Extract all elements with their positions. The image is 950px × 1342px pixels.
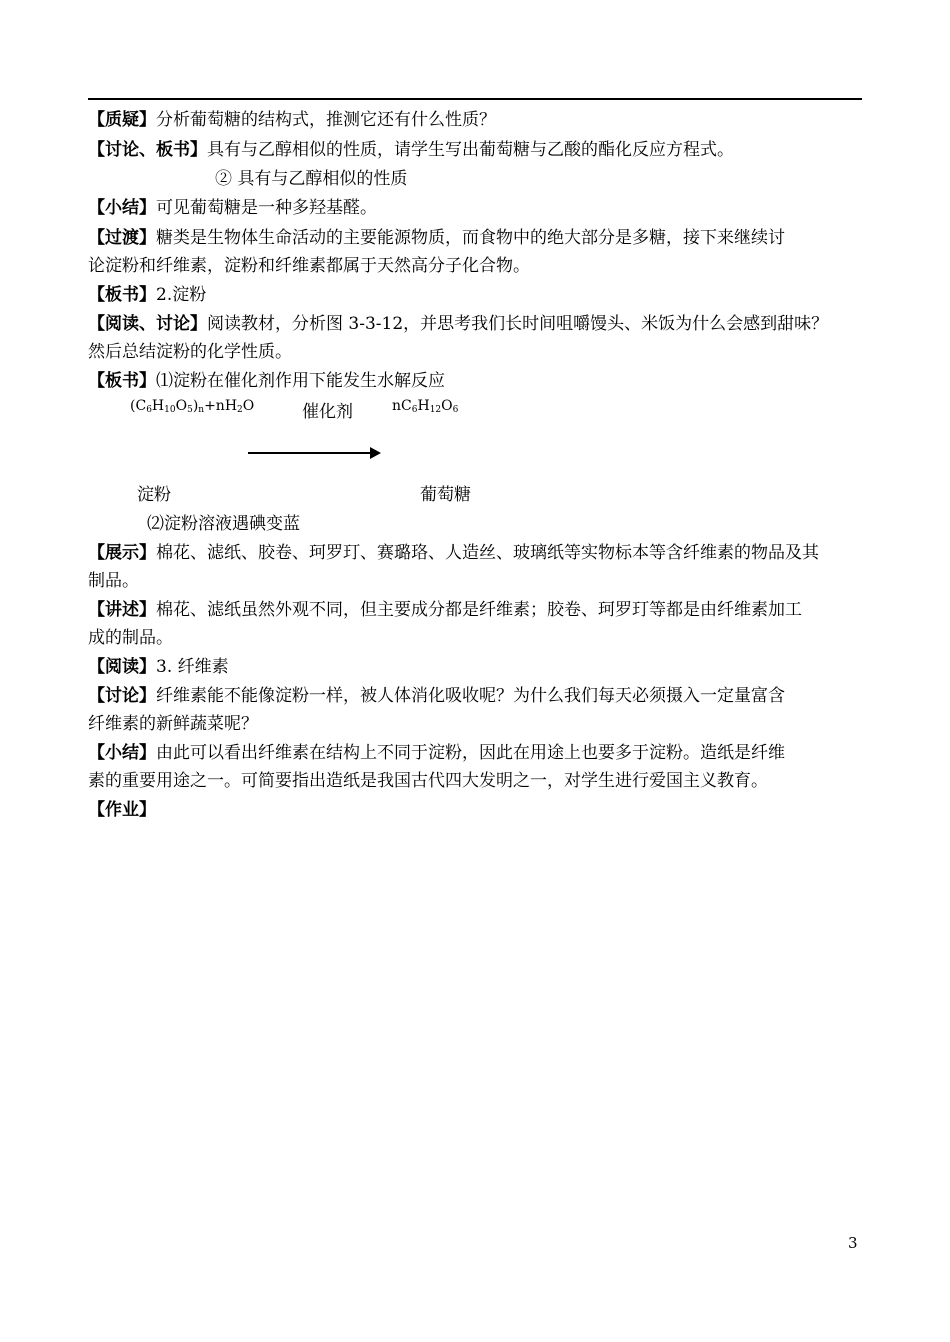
line-yuedu-cellulose <box>88 657 868 677</box>
line-zuoye <box>88 800 868 820</box>
catalyst-label: 催化剂 <box>302 402 353 422</box>
line-guodu <box>88 228 868 248</box>
eq-part: O <box>242 398 255 414</box>
line-guodu-cont <box>88 256 868 276</box>
line-yuedu-cont <box>88 342 868 362</box>
section-tag: 【作业】 <box>88 800 156 820</box>
section-tag: 【阅读、讨论】 <box>88 314 207 334</box>
section-tag: 【小结】 <box>88 743 156 763</box>
line-text: 糖类是生物体生命活动的主要能源物质，而食物中的绝大部分是多糖，接下来继续讨 <box>156 228 785 248</box>
line-property-2 <box>215 169 950 189</box>
line-text: 制品。 <box>88 571 139 591</box>
line-text: 阅读教材，分析图 3-3-12，并思考我们长时间咀嚼馒头、米饭为什么会感到甜味？ <box>207 314 829 334</box>
section-tag: 【阅读】 <box>88 657 156 677</box>
line-text: 然后总结淀粉的化学性质。 <box>88 342 292 362</box>
section-tag: 【过渡】 <box>88 228 156 248</box>
line-jiangshu-cont <box>88 628 868 648</box>
eq-sub: 6 <box>411 405 418 415</box>
line-zhanshi <box>88 543 868 563</box>
line-text: ② 具有与乙醇相似的性质 <box>215 169 408 189</box>
line-taolun <box>88 686 868 706</box>
line-xiaojie-2-cont <box>88 771 868 791</box>
line-text: ⑵淀粉溶液遇碘变蓝 <box>147 514 300 534</box>
eq-sub: 6 <box>146 405 152 415</box>
line-banshu-hydrolysis <box>88 371 868 391</box>
section-tag: 【讲述】 <box>88 600 156 620</box>
eq-sub: 12 <box>429 405 442 415</box>
line-text: 素的重要用途之一。可简要指出造纸是我国古代四大发明之一，对学生进行爱国主义教育。 <box>88 771 768 791</box>
header-rule <box>88 98 862 100</box>
line-text: 棉花、滤纸虽然外观不同，但主要成分都是纤维素；胶卷、珂罗玎等都是由纤维素加工 <box>156 600 802 620</box>
line-xiaojie-2 <box>88 743 868 763</box>
eq-part: H <box>417 398 430 414</box>
line-text: 成的制品。 <box>88 628 173 648</box>
line-iodine <box>147 514 927 534</box>
line-text: 分析葡萄糖的结构式，推测它还有什么性质？ <box>156 110 496 130</box>
arrow-head-icon <box>370 447 381 459</box>
eq-sub: n <box>198 405 205 415</box>
line-text: 2.淀粉 <box>156 285 207 305</box>
starch-label: 淀粉 <box>137 485 171 505</box>
line-taolun-banshu <box>88 140 868 160</box>
eq-sub: 6 <box>452 405 459 415</box>
glucose-label: 葡萄糖 <box>420 485 471 505</box>
line-text: 由此可以看出纤维素在结构上不同于淀粉，因此在用途上也要多于淀粉。造纸是纤维 <box>156 743 785 763</box>
line-text: 具有与乙醇相似的性质，请学生写出葡萄糖与乙酸的酯化反应方程式。 <box>207 140 734 160</box>
line-taolun-cont <box>88 714 868 734</box>
line-xiaojie-1 <box>88 198 868 218</box>
equation-reactants <box>130 397 254 415</box>
section-tag: 【讨论、板书】 <box>88 140 207 160</box>
section-tag: 【小结】 <box>88 198 156 218</box>
page-number: 3 <box>848 1234 858 1252</box>
eq-part: H <box>151 398 165 414</box>
eq-part: +nH <box>204 398 238 414</box>
line-zhiyi <box>88 110 868 130</box>
eq-sub: 5 <box>187 405 193 415</box>
line-zhanshi-cont <box>88 571 868 591</box>
eq-part: (C <box>130 398 147 414</box>
eq-part: nC <box>392 398 412 414</box>
section-tag: 【讨论】 <box>88 686 156 706</box>
eq-part: O <box>175 398 188 414</box>
eq-part: ) <box>192 398 199 414</box>
eq-sub: 10 <box>164 405 176 415</box>
reaction-arrow <box>248 452 372 454</box>
section-tag: 【板书】 <box>88 371 156 391</box>
line-jiangshu <box>88 600 868 620</box>
line-text: 论淀粉和纤维素，淀粉和纤维素都属于天然高分子化合物。 <box>88 256 530 276</box>
eq-part: O <box>441 398 453 414</box>
section-tag: 【展示】 <box>88 543 156 563</box>
line-text: ⑴淀粉在催化剂作用下能发生水解反应 <box>156 371 445 391</box>
line-text: 纤维素的新鲜蔬菜呢？ <box>88 714 258 734</box>
line-text: 3. 纤维素 <box>156 657 229 677</box>
line-text: 棉花、滤纸、胶卷、珂罗玎、赛璐珞、人造丝、玻璃纸等实物标本等含纤维素的物品及其 <box>156 543 819 563</box>
eq-sub: 2 <box>237 405 243 415</box>
line-yuedu-taolun <box>88 314 868 334</box>
line-banshu-starch <box>88 285 868 305</box>
equation-product <box>392 397 458 415</box>
section-tag: 【板书】 <box>88 285 156 305</box>
line-text: 可见葡萄糖是一种多羟基醛。 <box>156 198 377 218</box>
line-text: 纤维素能不能像淀粉一样，被人体消化吸收呢？为什么我们每天必须摄入一定量富含 <box>156 686 785 706</box>
section-tag: 【质疑】 <box>88 110 156 130</box>
